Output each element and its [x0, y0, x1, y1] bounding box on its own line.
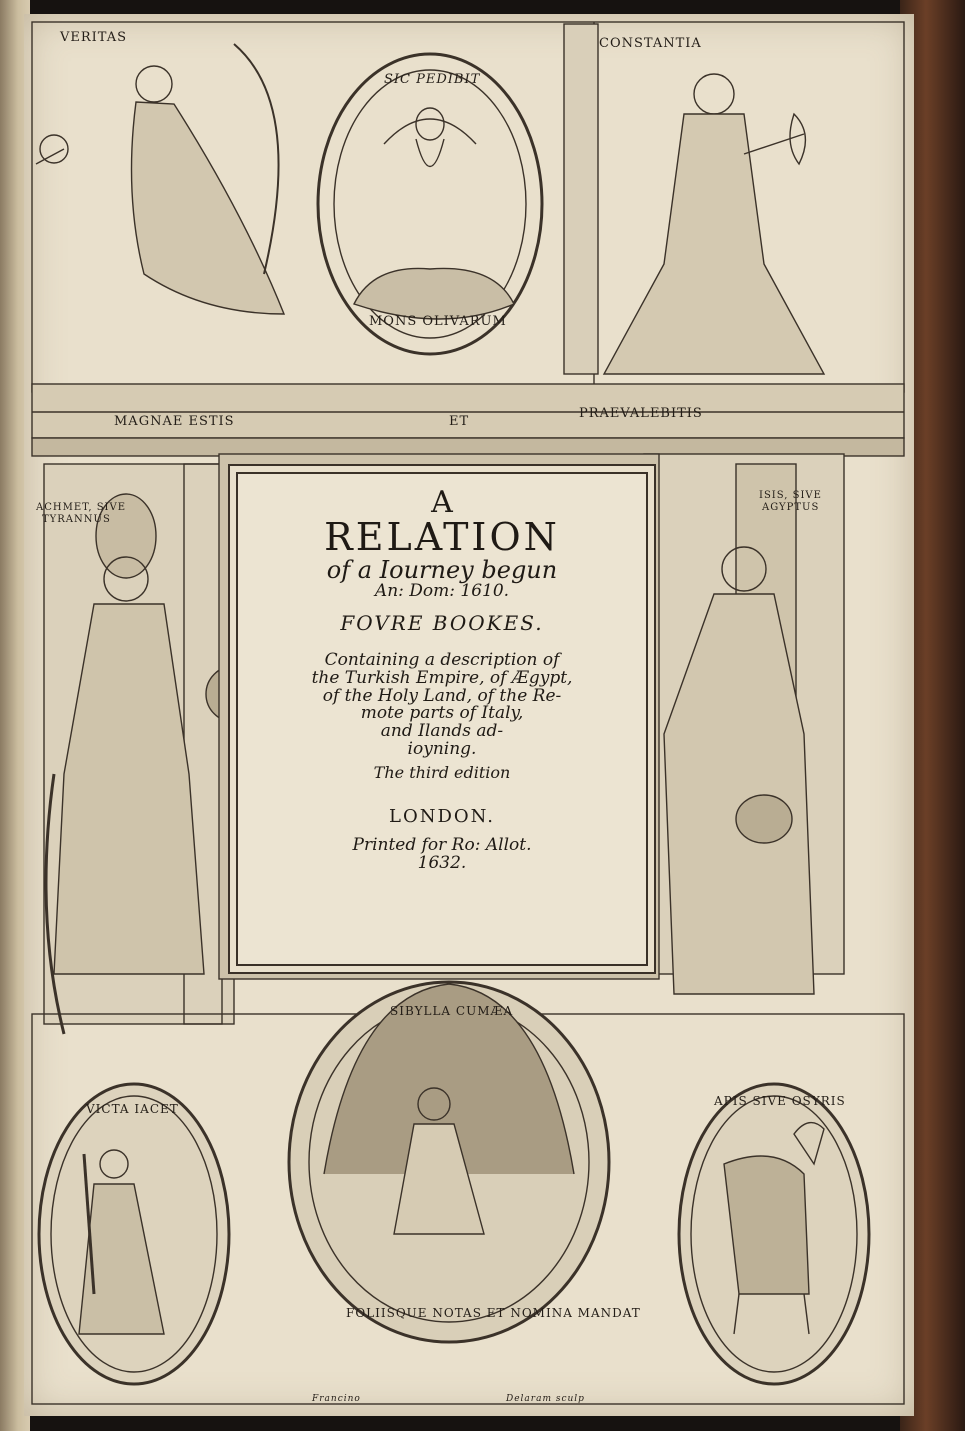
- veritas-label: VERITAS: [60, 30, 128, 45]
- engraver-sign-right: Delaram sculp: [506, 1394, 585, 1404]
- contents-line-4: mote parts of Italy,: [360, 703, 524, 724]
- title-journey: of a Iourney begun: [326, 555, 558, 584]
- contents-line-6: ioyning.: [407, 739, 477, 760]
- edition-line: The third edition: [373, 762, 511, 782]
- title-date: An: Dom: 1610.: [374, 581, 510, 602]
- constantia-label: CONSTANTIA: [599, 36, 702, 51]
- contents-line-1: Containing a description of: [324, 649, 560, 670]
- contents-line-3: of the Holy Land, of the Re-: [322, 685, 562, 706]
- engraver-sign-left: Francino: [312, 1394, 361, 1404]
- oval-bottom-label: MONS OLIVARUM: [369, 314, 507, 329]
- left-figure-label-2: TYRANNUS: [42, 514, 111, 525]
- title-a: A: [431, 485, 453, 520]
- left-figure-label-1: ACHMET, SIVE: [36, 502, 127, 513]
- contents-line-2: the Turkish Empire, of Ægypt,: [311, 667, 573, 688]
- right-figure-label-2: AGYPTUS: [762, 502, 820, 513]
- foliisque-label: FOLIISQUE NOTAS ET NOMINA MANDAT: [346, 1306, 641, 1320]
- sibylla-label: SIBYLLA CUMÆA: [390, 1004, 514, 1018]
- imprint-year: 1632.: [417, 852, 467, 873]
- title-relation: RELATION: [324, 515, 560, 559]
- title-page: [24, 14, 914, 1416]
- victa-iacet-label: VICTA IACET: [86, 1102, 179, 1116]
- frieze-right-label: PRAEVALEBITIS: [579, 406, 703, 421]
- right-figure-label-1: ISIS, SIVE: [759, 490, 822, 501]
- frieze-left-label: MAGNAE ESTIS: [114, 414, 235, 429]
- imprint-london: LONDON.: [389, 805, 495, 827]
- title-foure-bookes: FOVRE BOOKES.: [340, 610, 544, 635]
- contents-line-5: and Ilands ad-: [380, 721, 504, 742]
- oval-top-label: SIC PEDIBIT: [384, 72, 481, 87]
- apis-label: APIS SIVE OSYRIS: [714, 1094, 846, 1108]
- title-cartouche: [236, 472, 648, 966]
- imprint-printed-for: Printed for Ro: Allot.: [352, 834, 532, 855]
- frieze-mid-label: ET: [449, 414, 470, 429]
